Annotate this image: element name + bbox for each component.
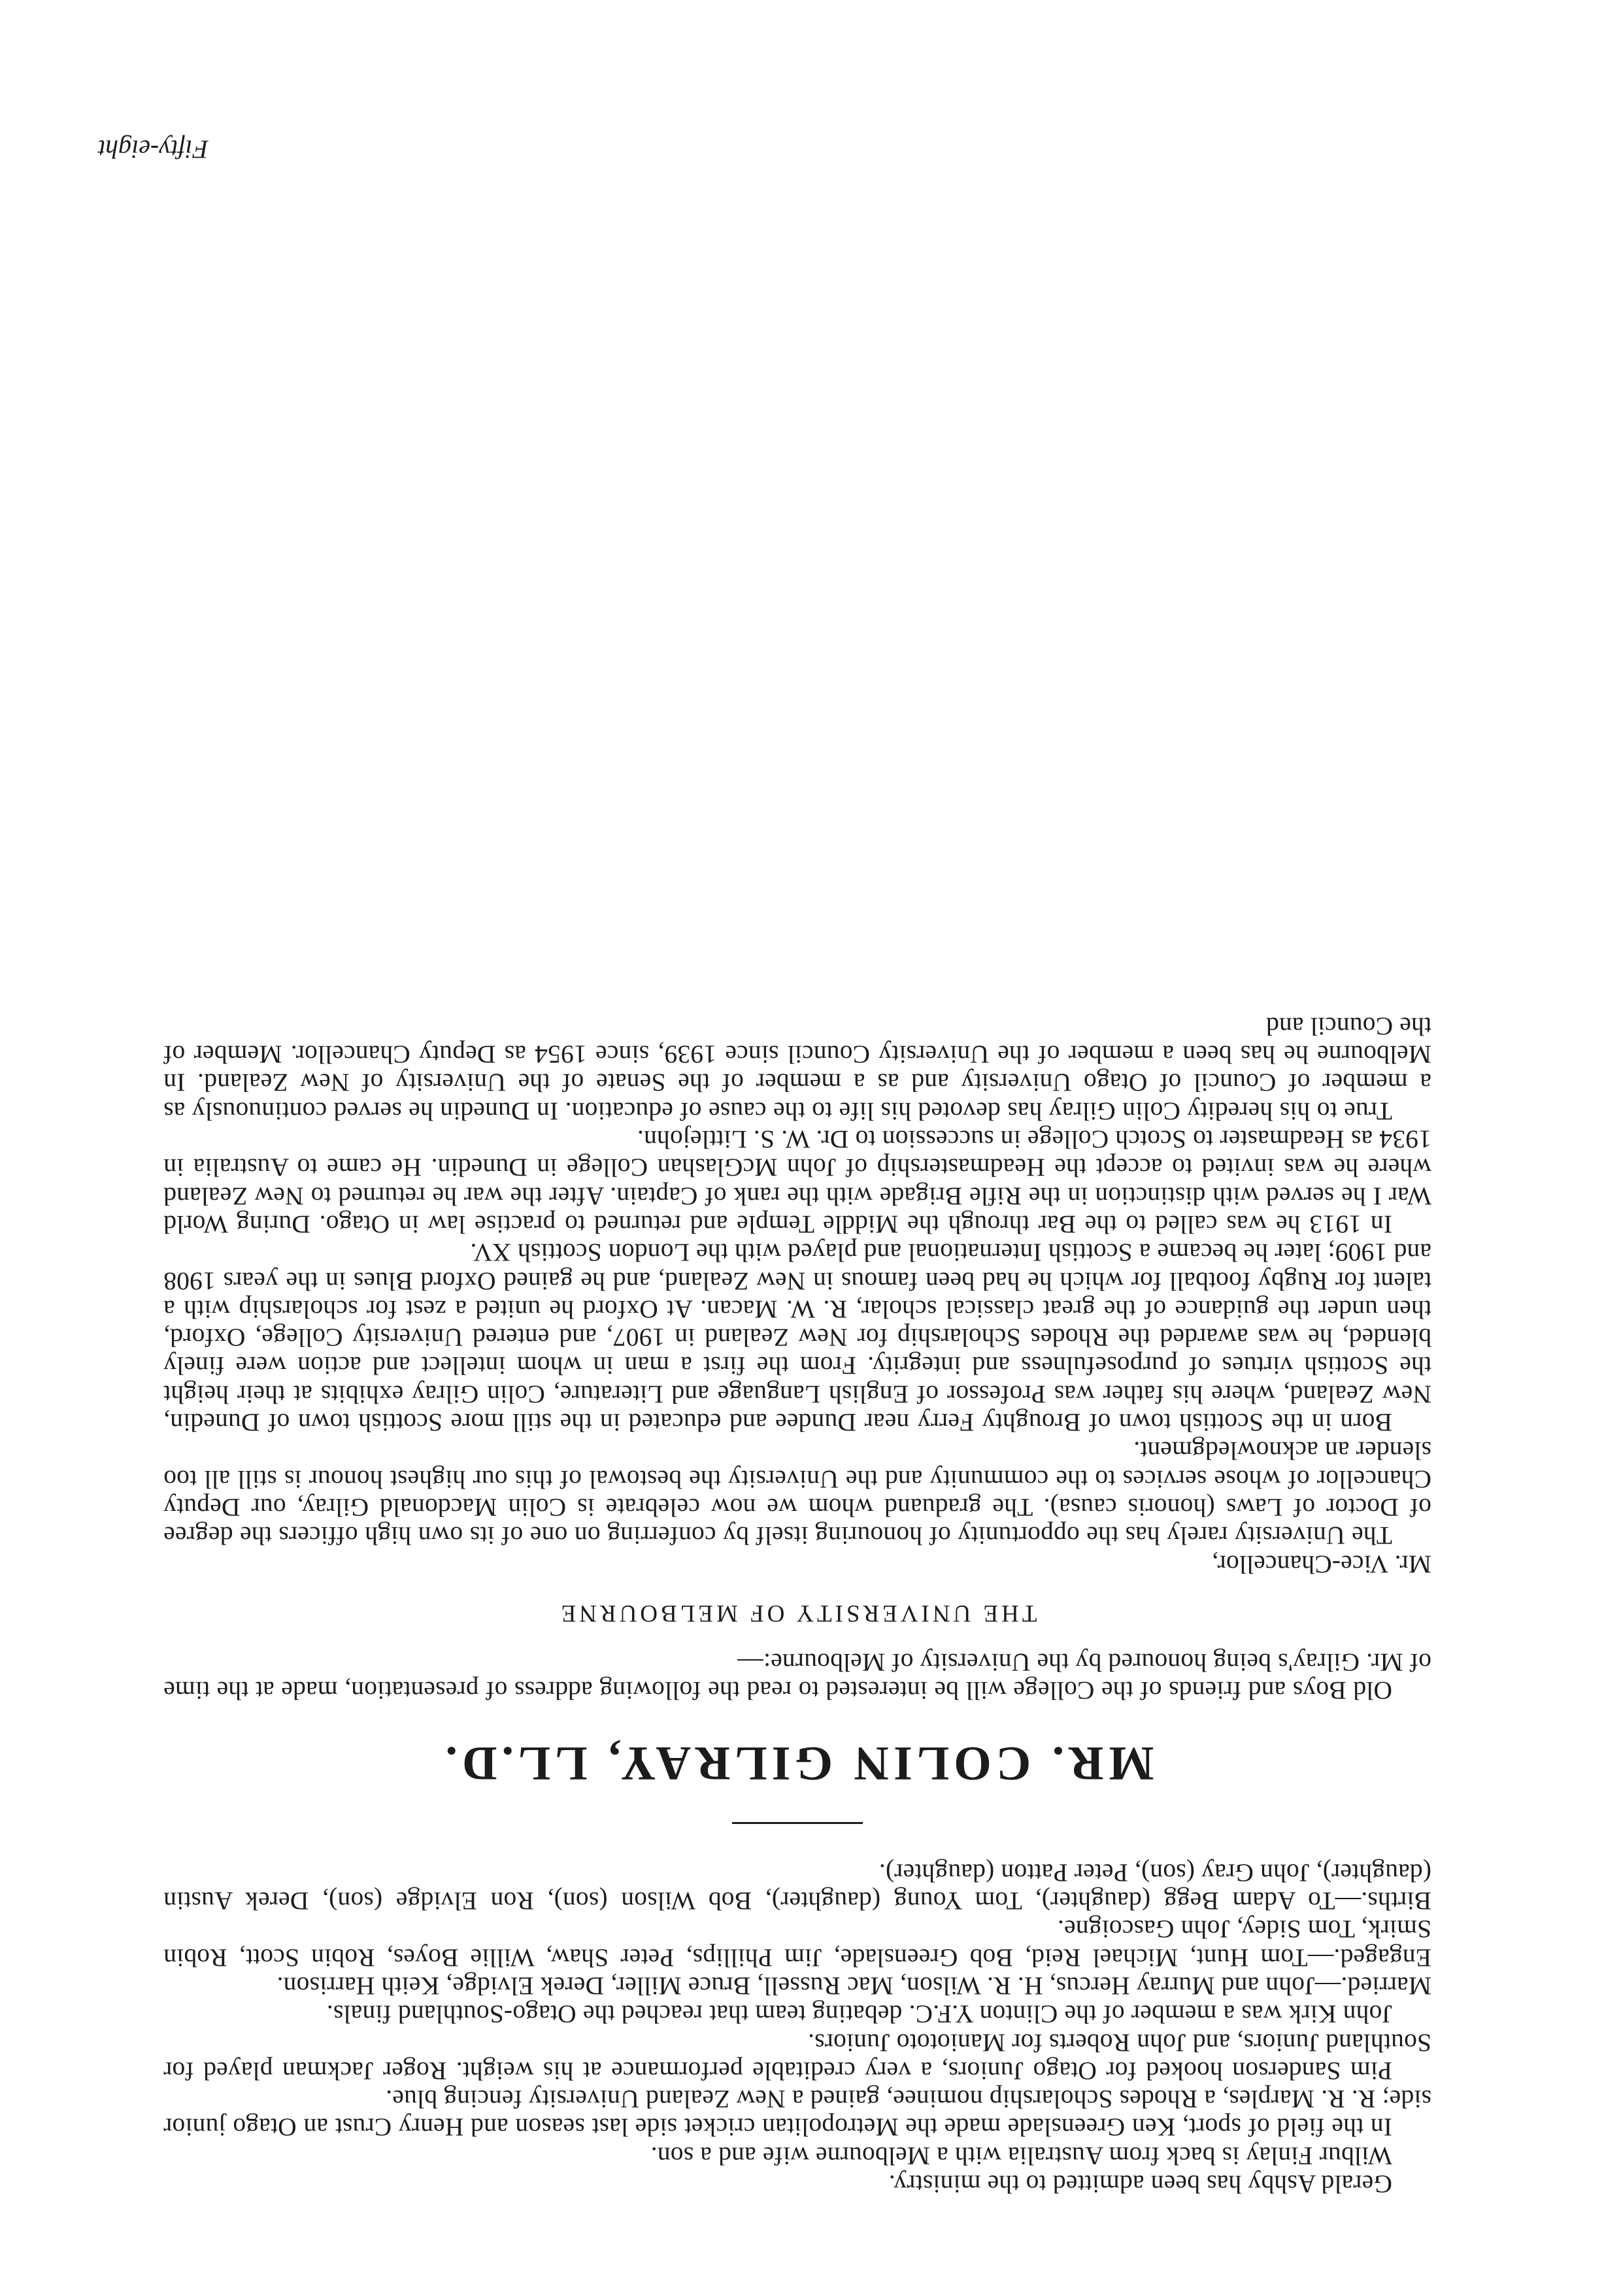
address-paragraph: Born in the Scottish town of Broughty Ferry near Dundee and educated in the still more Scottish town of Dunedin, New Zealand, where his father was Professor of English Language and Literature, Colin Gilray exhibits at their height the Scottish virtues of purposefulness and integrity. From the first a man in whom intellect and action were finely blended, he was awarded the Rhodes Scholarship for New Zealand in 1907, and entered University College, Oxford, then under the guidance of the great classical scholar, R. W. Macan. At Oxford he united a zest for scholarship with a talent for Rugby football for which he had been famous in New Zealand, and he gained Oxford Blues in the years 1908 and 1909; later he became a Scottish International and played with the London Scottish XV. (163, 1238, 1431, 1438)
married-list: Married.—John and Murray Hercus, H. R. Wilson, Mac Russell, Bruce Miller, Derek Elvidge, Keith Harrison. (276, 1971, 1431, 2001)
salutation: Mr. Vice-Chancellor, (1211, 1549, 1431, 1579)
page-content (163, 1012, 1431, 2198)
address-paragraph: In 1913 he was called to the Bar through the Middle Temple and returned to practise law in Otago. During World War I he served with distinction in the Rifle Brigade with the rank of Captain. After the war he returned to New Zealand where he was invited to accept the Headmastership of John McGlashan College in Dunedin. He came to Australia in 1934 as Headmaster to Scotch College in succession to Dr. W. S. Littlejohn. (163, 1125, 1431, 1239)
article-title: MR. COLIN GILRAY, LL.D. (441, 1736, 1154, 1791)
address-paragraph: The University rarely has the opportunity of honouring itself by conferring on one of its own high officers the degree of Doctor of Laws (honoris causa). The graduand whom we now celebrate is Colin Macdonald Gilray, our Deputy Chancellor of whose services to the community and the University the bestowal of this our highest honour is still all too slender an acknowledgment. (163, 1436, 1431, 1551)
article-intro: Old Boys and friends of the College will be interested to read the following address of presentation, made at the time of Mr. Gilray's being honoured by the University of Melbourne:— (163, 1648, 1431, 1706)
section-divider (732, 1822, 863, 1824)
engaged-list: Engaged.—Tom Hunt, Michael Reid, Bob Greenslade, Jim Phillips, Peter Shaw, Willie Boyes, Robin Scott, Robin Smirk, Tom Sidey, John Gascoigne. (163, 1915, 1431, 1972)
note-paragraph: In the field of sport, Ken Greenslade made the Metropolitan cricket side last season and Henry Crust an Otago junior side; R. R. Marples, a Rhodes Scholarship nominee, gained a New Zealand University fencing blue. (163, 2085, 1431, 2142)
births-list: Births.—To Adam Begg (daughter), Tom Young (daughter), Bob Wilson (son), Ron Elvidge (son), Derek Austin (daughter), John Gray (son), Peter Patton (daughter). (163, 1858, 1431, 1916)
address-paragraph: True to his heredity Colin Gilray has devoted his life to the cause of education. In Dunedin he served continuously as a member of Council of Otago University and as a member of the Senate of the University of New Zealand. In Melbourne he has been a member of the University Council since 1939, since 1954 as Deputy Chancellor. Member of the Council and (163, 1011, 1431, 1126)
note-paragraph: Wilbur Finlay is back from Australia with a Melbourne wife and a son. (650, 2141, 1392, 2170)
institution-heading: THE UNIVERSITY OF MELBOURNE (558, 1599, 1037, 1627)
note-paragraph: Gerald Ashby has been admitted to the ministry. (888, 2170, 1392, 2199)
page-number: Fifty-eight (98, 135, 209, 164)
note-paragraph: John Kirk was a member of the Clinton Y.F.C. debating team that reached the Otago-Southland finals. (326, 2000, 1392, 2029)
note-paragraph: Pim Sanderson hooked for Otago Juniors, a very creditable performance at his weight. Roger Jackman played for Southland Juniors, and John Roberts for Maniototo Juniors. (163, 2028, 1431, 2085)
